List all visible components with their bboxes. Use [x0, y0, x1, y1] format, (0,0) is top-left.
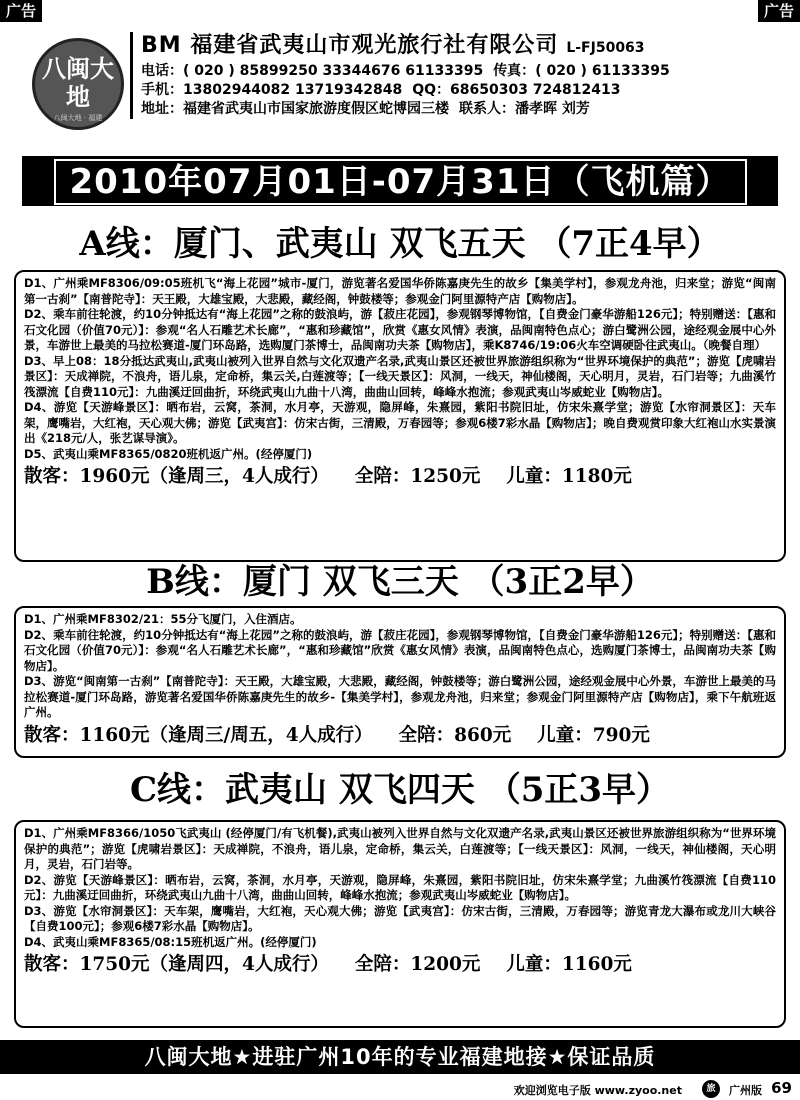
publisher-badge-icon: 旅 [702, 1080, 720, 1098]
contact-names: 潘孝晖 刘芳 [515, 101, 590, 117]
logo-text: 八闽大地 [42, 54, 114, 111]
route-c-title: C线：武夷山 双飞四天 （5正3早） [129, 770, 671, 810]
route-b-day-1: D1、广州乘MF8302/21：55分飞厦门，入住酒店。 [24, 612, 302, 626]
route-c-child-price: 儿童：1160元 [506, 954, 632, 975]
ad-tag-left: 广告 [0, 0, 42, 22]
company-header [10, 28, 790, 132]
route-a-child-price: 儿童：1180元 [506, 466, 632, 487]
route-a-day-3: D3、早上08：18分抵达武夷山,武夷山被列入世界自然与文化双遗产名录,武夷山景区还被世界旅游组织称为“世界环境保护的典范”；游览【虎啸岩景区】：天成禅院，不浪舟，语儿泉，定命桥，集云关,白莲渡等；【一线天景区】：风洞，一线天，神仙楼阁，天心明月，灵岩，石门岩等；九曲溪竹筏漂流【自费110元】：九曲溪迂回曲折，环绕武夷山九曲十八湾，曲曲山回转，峰峰水抱流；参观武夷山岑威蛇业【购物店】。 [24, 353, 776, 399]
route-a-box [14, 270, 786, 562]
route-a-day-2: D2、乘车前往轮渡，约10分钟抵达有“海上花园”之称的鼓浪屿，游【菽庄花园】，参观钢琴博物馆，【自费金门豪华游船126元】；特别赠送：【惠和石文化园（价值70元）】：参观“名人石雕艺术长廊”，“惠和珍藏馆”，欣赏《惠女风情》表演，品闽南特色点心；游白鹭洲公园，途经观金展中心外景，车游世上最美的马拉松赛道-厦门环岛路，选购厦门茶博士，品闽南功夫茶【购物店】，乘K8746/19:06火车空调硬卧往武夷山。（晚餐自理） [24, 307, 776, 352]
logo-small-text: 八闽大地 · 福建 [53, 114, 103, 122]
route-b-box [14, 606, 786, 758]
bottom-bar [0, 1078, 800, 1100]
route-a-adult-price: 散客：1960元（逢周三，4人成行） [24, 466, 329, 487]
date-banner [22, 156, 778, 206]
contact-label: 联系人： [459, 101, 515, 117]
address-text: 福建省武夷山市国家旅游度假区蛇博园三楼 [183, 101, 449, 117]
route-c-day-2: D2、游览【天游峰景区】：晒布岩，云窝，茶洞，水月亭，天游观，隐屏峰，朱熹园，紫阳书院旧址，仿宋朱熹学堂；九曲溪竹筏漂流【自费110元】：九曲溪迂回曲折，环绕武夷山九曲十八湾，曲曲山回转，峰峰水抱流；参观武夷山岑威蛇业【购物店】。 [24, 872, 776, 902]
license-number: L-FJ50063 [566, 40, 645, 56]
phone-line [141, 62, 790, 81]
company-info [130, 32, 790, 119]
route-a-day-4: D4、游览【天游峰景区】：晒布岩，云窝，茶洞，水月亭，天游观，隐屏峰，朱熹园，紫阳书院旧址，仿宋朱熹学堂；游览【水帘洞景区】：天车架，鹰嘴岩，大红袍，天心观大佛；游览【武夷宫】：仿宋古街，三清殿，万春园等；参观6楼7彩水晶【购物店】；晚自费观赏印象大红袍山水实景演出《218元/人，张艺谋导演》。 [24, 400, 776, 445]
mobile-numbers: 13802944082 13719342848 [183, 82, 403, 98]
website-text: 欢迎浏览电子版 www.zyoo.net [513, 1084, 682, 1097]
fax-number: ( 020 ) 61133395 [535, 63, 670, 79]
qq-numbers: 68650303 724812413 [450, 82, 621, 98]
date-range-text: 2010年07月01日-07月31日（飞机篇） [54, 159, 747, 205]
route-b-escort-price: 全陪：860元 [398, 724, 512, 746]
mobile-line [141, 81, 790, 100]
route-b-title: B线：厦门 双飞三天 （3正2早） [146, 562, 654, 602]
route-c-box [14, 820, 786, 1028]
route-a-title: A线：厦门、武夷山 双飞五天 （7正4早） [79, 224, 721, 264]
route-b-adult-price: 散客：1160元（逢周三/周五，4人成行） [24, 724, 373, 746]
route-c-day-4: D4、武夷山乘MF8365/08:15班机返广州。(经停厦门) [24, 934, 317, 949]
address-line [141, 100, 790, 119]
route-c-day-1: D1、广州乘MF8366/1050飞武夷山 (经停厦门/有飞机餐),武夷山被列入世界自然与文化双遗产名录,武夷山景区还被世界旅游组织称为“世界环境保护的典范”；游览【虎啸岩景区】：天成禅院，不浪舟，语儿泉，定命桥，集云关，白莲渡等；【一线天景区】：风洞，一线天，神仙楼阁，天心明月，灵岩，石门岩等。 [24, 826, 776, 871]
route-c-day-3: D3、游览【水帘洞景区】：天车架，鹰嘴岩，大红袍，天心观大佛；游览【武夷宫】：仿宋古街，三清殿，万春园等；游览青龙大瀑布或龙川大峡谷【自费100元】；参观6楼7彩水晶【购物店】。 [24, 903, 776, 933]
page-number: 69 [771, 1079, 792, 1097]
route-c-price [24, 952, 776, 978]
route-b-child-price: 儿童：790元 [537, 724, 650, 746]
address-label: 地址： [141, 101, 183, 117]
qq-label: QQ： [412, 82, 450, 98]
ad-tag-right: 广告 [758, 0, 800, 22]
route-a-escort-price: 全陪：1250元 [354, 466, 481, 487]
route-b-day-3: D3、游览“闽南第一古刹”【南普陀寺】：天王殿，大雄宝殿，大悲殿，藏经阁，钟鼓楼等；游白鹭洲公园，途经观金展中心外景，车游世上最美的马拉松赛道-厦门环岛路，游览著名爱国华侨陈嘉庚先生的故乡-【集美学村】，参观龙舟池，归来堂；参观金门阿里源特产店【购物店】，乘下午航班返广州。 [24, 674, 776, 719]
route-c-escort-price: 全陪：1200元 [354, 954, 481, 975]
company-name [141, 32, 790, 62]
phone-numbers: ( 020 ) 85899250 33344676 61133395 [183, 63, 484, 79]
route-a-day-5: D5、武夷山乘MF8365/0820班机返广州。(经停厦门) [24, 446, 313, 461]
footer-slogan: 八闽大地★进驻广州10年的专业福建地接★保证品质 [0, 1040, 800, 1074]
route-a-day-1: D1、广州乘MF8306/09:05班机飞“海上花园”城市-厦门，游览著名爱国华侨陈嘉庚先生的故乡【集美学村】，参观龙舟池，归来堂；游览“闽南第一古刹”【南普陀寺】：天王殿，大雄宝殿，大悲殿，藏经阁，钟鼓楼等；参观金门阿里源特产店【购物店】。 [24, 276, 776, 306]
mobile-label: 手机： [141, 82, 183, 98]
route-b-day-2: D2、乘车前往轮渡，约10分钟抵达有“海上花园”之称的鼓浪屿，游【菽庄花园】，参观钢琴博物馆，【自费金门豪华游船126元】；特别赠送：【惠和石文化园（价值70元）】：参观“名人石雕艺术长廊”，“惠和珍藏馆”欣赏《惠女风情》表演，品闽南特色点心，选购厦门茶博士，品闽南功夫茶【购物店】。 [24, 627, 776, 673]
edition-label: 广州版 [729, 1084, 762, 1097]
route-a-price [24, 464, 776, 490]
route-b-price [24, 723, 776, 749]
company-logo [32, 38, 124, 130]
phone-label: 电话： [141, 63, 183, 79]
company-name-text: BM 福建省武夷山市观光旅行社有限公司 [141, 33, 559, 58]
route-c-adult-price: 散客：1750元（逢周四，4人成行） [24, 954, 329, 975]
fax-label: 传真： [493, 63, 536, 79]
